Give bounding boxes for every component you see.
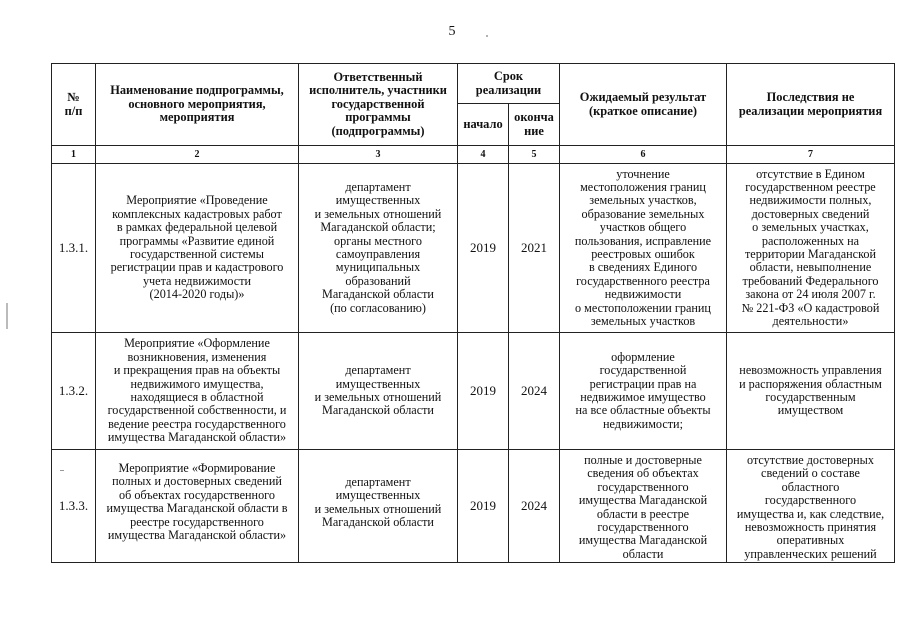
column-number: 4 xyxy=(458,146,509,164)
start-year: 2019 xyxy=(458,333,509,450)
header-end: оконча ние xyxy=(509,104,560,146)
activity-name: Мероприятие «Проведение комплексных кадастровых работ в рамках федеральной целевой программы «Развитие единой государственной системы регистрации прав и кадастрового учета недвижимости (2014-2020 годы)» xyxy=(96,164,299,333)
header-term: Срок реализации xyxy=(458,64,560,104)
column-number: 1 xyxy=(52,146,96,164)
page-number: 5 xyxy=(448,24,456,39)
column-number: 2 xyxy=(96,146,299,164)
program-table xyxy=(51,63,895,563)
column-number: 3 xyxy=(299,146,458,164)
start-year: 2019 xyxy=(458,164,509,333)
header-consequences: Последствия не реализации мероприятия xyxy=(727,64,895,146)
column-number: 7 xyxy=(727,146,895,164)
column-number: 5 xyxy=(509,146,560,164)
expected-result: уточнение местоположения границ земельных участков, образование земельных участков общего пользования, исправление реестровых ошибок в сведениях Единого государственного реестра недвижимости о местоположении границ земельных участков xyxy=(560,164,727,333)
consequences: отсутствие в Едином государственном реестре недвижимости полных, достоверных сведений о земельных участках, расположенных на территории Магаданской области, невыполнение требований Федерального закона от 24 июля 2007 г. № 221-ФЗ «О кадастровой деятельности» xyxy=(727,164,895,333)
row-number: 1.3.1. xyxy=(52,164,96,333)
consequences: отсутствие достоверных сведений о составе областного государственного имущества и, как следствие, невозможность принятия оперативных управленческих решений xyxy=(727,450,895,563)
end-year: 2021 xyxy=(509,164,560,333)
start-year: 2019 xyxy=(458,450,509,563)
activity-name: Мероприятие «Формирование полных и достоверных сведений об объектах государственного имущества Магаданской области в реестре государственного имущества Магаданской области» xyxy=(96,450,299,563)
row-number: 1.3.3. xyxy=(52,450,96,563)
scan-margin-mark xyxy=(6,303,8,329)
row-number: 1.3.2. xyxy=(52,333,96,450)
expected-result: оформление государственной регистрации прав на недвижимое имущество на все областные объекты недвижимости; xyxy=(560,333,727,450)
scan-dot xyxy=(486,35,488,37)
header-executor: Ответственный исполнитель, участники государственной программы (подпрограммы) xyxy=(299,64,458,146)
expected-result: полные и достоверные сведения об объектах государственного имущества Магаданской области в реестре государственного имущества Магаданской области xyxy=(560,450,727,563)
end-year: 2024 xyxy=(509,333,560,450)
header-num: № п/п xyxy=(52,64,96,146)
header-result: Ожидаемый результат (краткое описание) xyxy=(560,64,727,146)
activity-name: Мероприятие «Оформление возникновения, изменения и прекращения прав на объекты недвижимого имущества, находящиеся в областной государственной собственности, и ведение реестра государственного имущества Магаданской области» xyxy=(96,333,299,450)
consequences: невозможность управления и распоряжения областным государственным имуществом xyxy=(727,333,895,450)
column-number: 6 xyxy=(560,146,727,164)
executor: департамент имущественных и земельных отношений Магаданской области xyxy=(299,450,458,563)
executor: департамент имущественных и земельных отношений Магаданской области xyxy=(299,333,458,450)
end-year: 2024 xyxy=(509,450,560,563)
header-name: Наименование подпрограммы, основного мероприятия, мероприятия xyxy=(96,64,299,146)
executor: департамент имущественных и земельных отношений Магаданской области; органы местного самоуправления муниципальных образований Магаданской области (по согласованию) xyxy=(299,164,458,333)
header-start: начало xyxy=(458,104,509,146)
